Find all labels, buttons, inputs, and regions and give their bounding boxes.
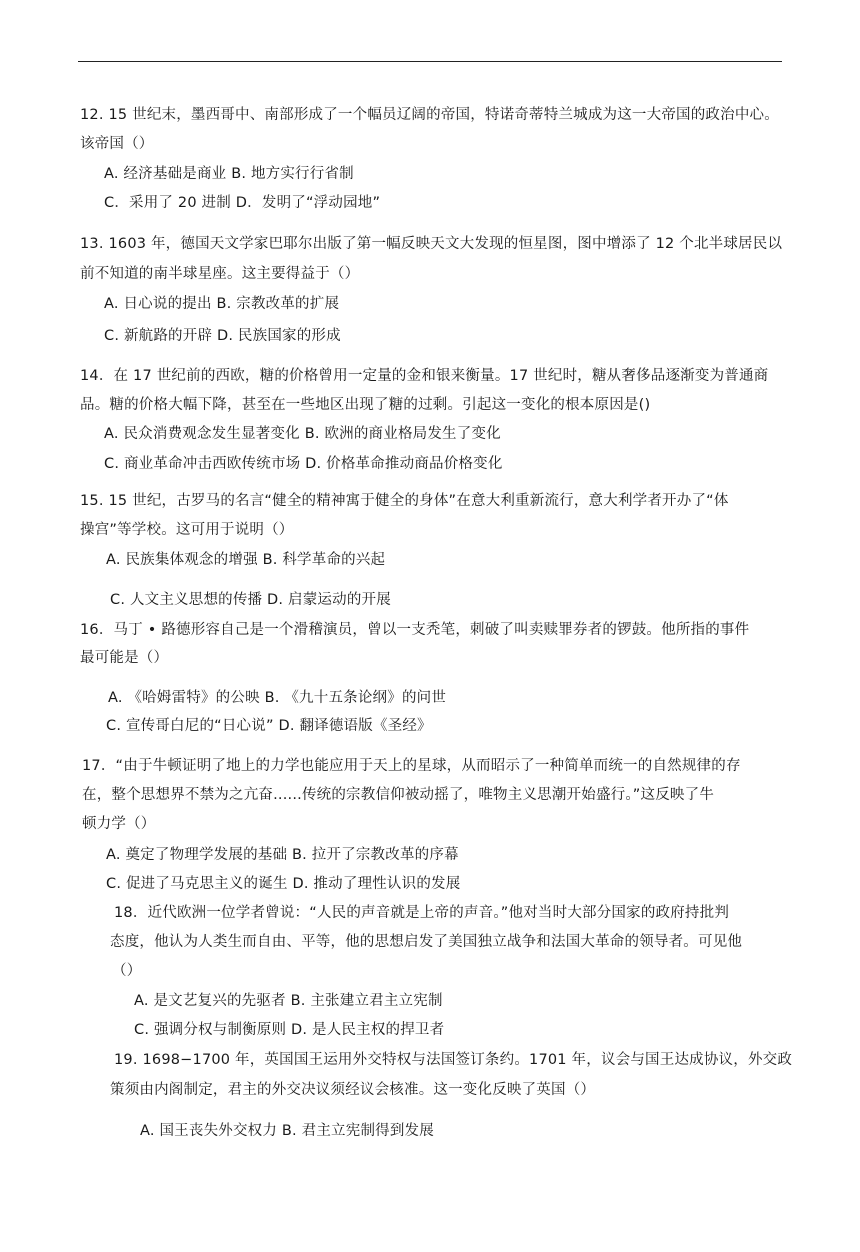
question-19-stem-line-1: 19. 1698−1700 年，英国国王运用外交特权与法国签订条约。1701 年，议会与国王达成协议，外交政 [114,1052,793,1068]
question-13-options-cd: C. 新航路的开辟 D. 民族国家的形成 [104,328,341,344]
question-15-stem-line-2: 操宫”等学校。这可用于说明（） [80,522,294,538]
question-14-options-ab: A. 民众消费观念发生显著变化 B. 欧洲的商业格局发生了变化 [104,426,501,442]
question-18-stem-line-3: （） [112,963,142,979]
question-18-options-cd: C. 强调分权与制衡原则 D. 是人民主权的捍卫者 [134,1022,445,1038]
question-19-options-ab: A. 国王丧失外交权力 B. 君主立宪制得到发展 [140,1123,434,1139]
question-17-options-cd: C. 促进了马克思主义的诞生 D. 推动了理性认识的发展 [106,876,461,892]
question-13-options-ab: A. 日心说的提出 B. 宗教改革的扩展 [104,296,340,312]
question-17-options-ab: A. 奠定了物理学发展的基础 B. 拉开了宗教改革的序幕 [106,847,459,863]
question-14-options-cd: C. 商业革命冲击西欧传统市场 D. 价格革命推动商品价格变化 [104,456,503,472]
question-12-stem-line-2: 该帝国（） [80,136,154,152]
question-15-options-cd: C. 人文主义思想的传播 D. 启蒙运动的开展 [110,592,391,608]
question-13-stem-line-1: 13. 1603 年，德国天文学家巴耶尔出版了第一幅反映天文大发现的恒星图，图中增添了 12 个北半球居民以 [80,236,783,252]
question-15-options-ab: A. 民族集体观念的增强 B. 科学革命的兴起 [106,552,386,568]
question-18-stem-line-2: 态度，他认为人类生而自由、平等，他的思想启发了美国独立战争和法国大革命的领导者。可见他 [110,934,743,950]
question-15-stem-line-1: 15. 15 世纪，古罗马的名言“健全的精神寓于健全的身体”在意大利重新流行，意大利学者开办了“体 [80,493,729,509]
question-16-stem-line-1: 16．马丁 • 路德形容自己是一个滑稽演员，曾以一支秃笔，刺破了叫卖赎罪券者的锣鼓。他所指的事件 [80,622,750,638]
question-17-stem-line-1: 17．“由于牛顿证明了地上的力学也能应用于天上的星球，从而昭示了一种简单而统一的自然规律的存 [82,758,741,774]
question-16-options-ab: A. 《哈姆雷特》的公映 B. 《九十五条论纲》的问世 [108,690,447,706]
question-18-stem-line-1: 18．近代欧洲一位学者曾说：“人民的声音就是上帝的声音。”他对当时大部分国家的政府持批判 [114,905,730,921]
question-12-options-ab: A. 经济基础是商业 B. 地方实行行省制 [104,166,354,182]
question-19-stem-line-2: 策须由内阁制定，君主的外交决议须经议会核准。这一变化反映了英国（） [110,1082,596,1098]
question-16-stem-line-2: 最可能是（） [80,650,169,666]
question-17-stem-line-2: 在，整个思想界不禁为之亢奋......传统的宗教信仰被动摇了，唯物主义思潮开始盛行。”这反映了牛 [82,787,715,803]
question-13-stem-line-2: 前不知道的南半球星座。这主要得益于（） [80,266,360,282]
question-17-stem-line-3: 顿力学（） [82,816,156,832]
question-14-stem-line-1: 14．在 17 世纪前的西欧，糖的价格曾用一定量的金和银来衡量。17 世纪时，糖从奢侈品逐渐变为普通商 [80,368,769,384]
question-18-options-ab: A. 是文艺复兴的先驱者 B. 主张建立君主立宪制 [134,993,443,1009]
question-14-stem-line-2: 品。糖的价格大幅下降，甚至在一些地区出现了糖的过剩。引起这一变化的根本原因是() [80,397,651,413]
question-12-stem-line-1: 12. 15 世纪末，墨西哥中、南部形成了一个幅员辽阔的帝国，特诺奇蒂特兰城成为这一大帝国的政治中心。 [80,107,779,123]
question-12-options-cd: C．采用了 20 进制 D．发明了“浮动园地” [104,195,381,211]
header-rule [78,61,782,62]
question-16-options-cd: C. 宣传哥白尼的“日心说” D. 翻译德语版《圣经》 [106,718,432,734]
